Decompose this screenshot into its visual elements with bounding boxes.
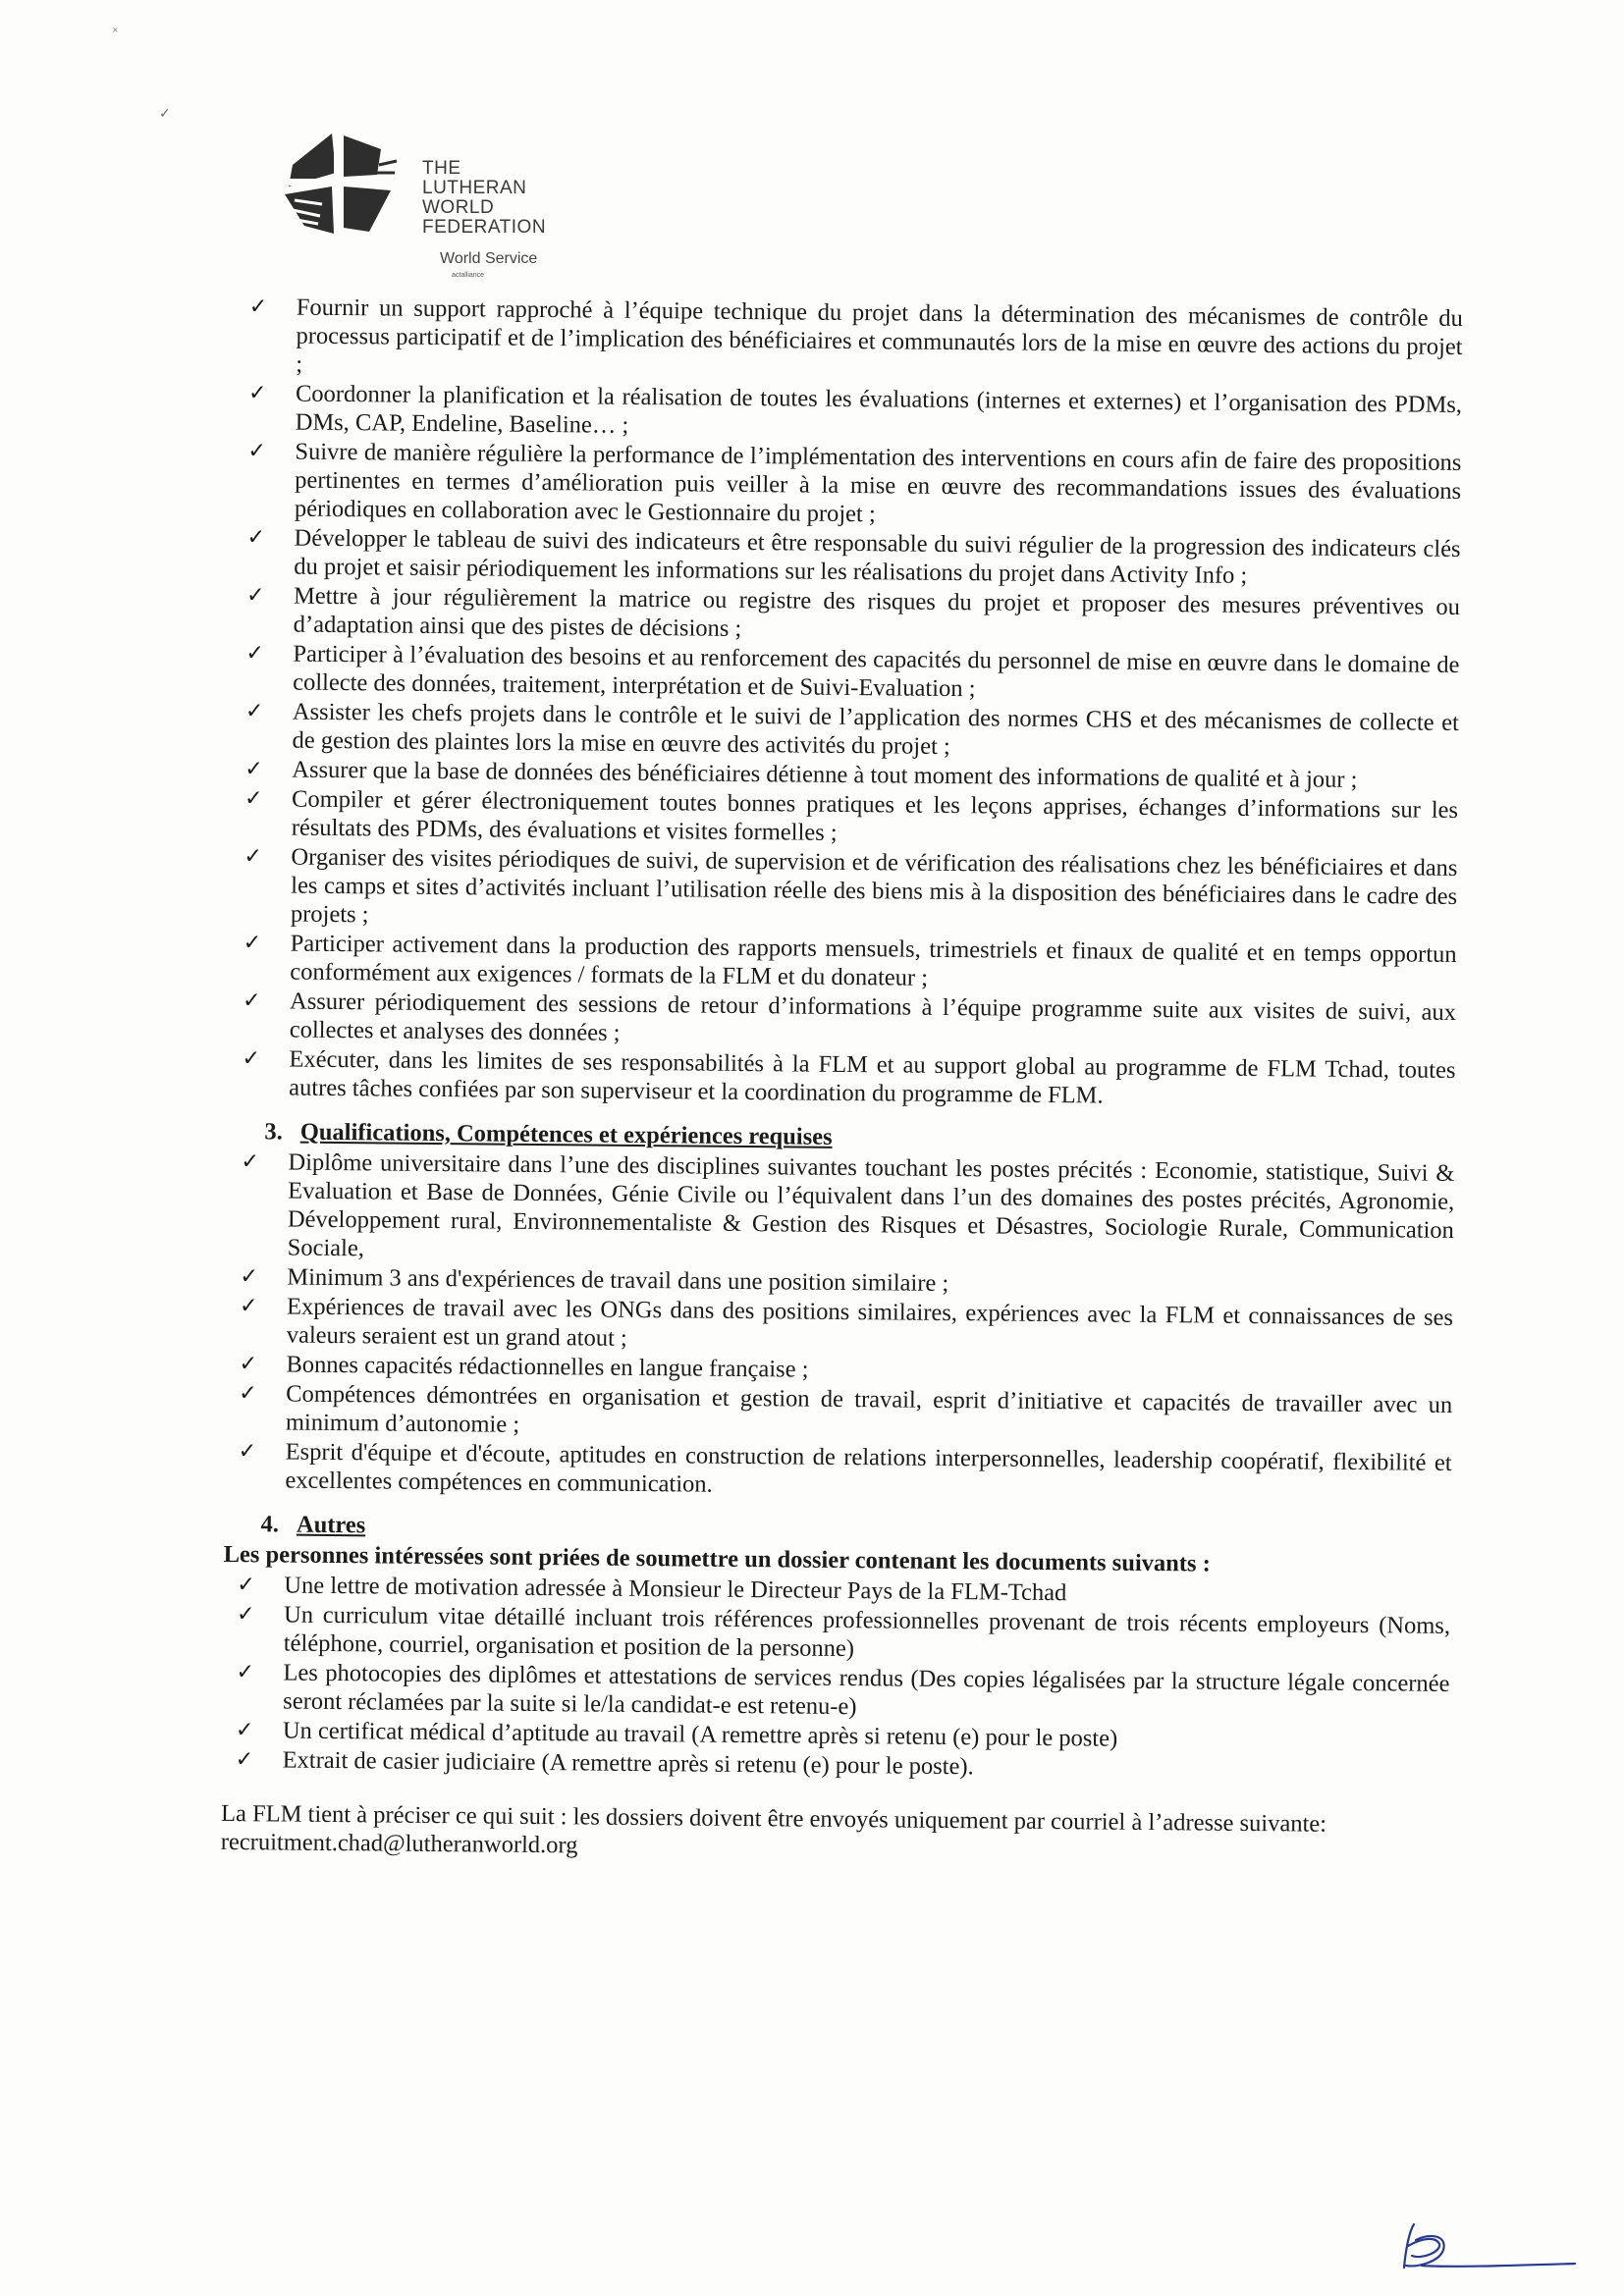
checkmark-icon: ✓ — [245, 583, 265, 609]
scan-mark: ✓ — [159, 106, 171, 122]
list-item: ✓ Expériences de travail avec les ONGs dans des positions similaires, expériences avec la FLM et connaissances de ses valeurs seraient est un grand atout ; — [239, 1293, 1454, 1352]
closing-text: La FLM tient à préciser ce qui suit : les dossiers doivent être envoyés uniquement par courriel à l’adresse suivante: — [220, 1799, 1327, 1838]
list-item: ✓ Assurer périodiquement des sessions de retour d’informations à l’équipe programme suite aux visites de suivi, aux collectes et analyses des données ; — [242, 988, 1457, 1046]
documents-list — [222, 1571, 1451, 1786]
list-item: ✓ Organiser des visites périodiques de suivi, de supervision et de vérification des réalisations chez les bénéficiaires et dans les camps et sites d’activités incluant l’utilisation réelle des biens mis à la disposition des bénéficiaires dans le cadre des projets ; — [244, 843, 1458, 929]
logo-subtitle: World Service — [440, 250, 538, 267]
checkmark-icon: ✓ — [237, 1573, 255, 1598]
list-item: ✓ Un certificat médical d’aptitude au travail (A remettre après si retenu (e) pour le poste) — [235, 1717, 1118, 1752]
checkmark-icon: ✓ — [236, 1660, 255, 1685]
checkmark-icon: ✓ — [238, 1439, 257, 1465]
checkmark-icon: ✓ — [248, 294, 268, 320]
checkmark-icon: ✓ — [245, 641, 265, 667]
list-item: ✓ Assurer que la base de données des bénéficiaires détienne à tout moment des informations de qualité et à jour ; — [244, 756, 1358, 793]
list-item: ✓ Un curriculum vitae détaillé incluant trois références professionnelles provenant de trois récents employeurs (Noms, téléphone, courriel, organisation et position de la personne) — [236, 1601, 1451, 1663]
section-title: Qualifications, Compétences et expériences requises — [299, 1118, 833, 1150]
scan-dot: × — [112, 26, 119, 34]
checkmark-icon: ✓ — [244, 757, 263, 782]
list-item: ✓ Mettre à jour régulièrement la matrice ou registre des risques du projet et proposer des mesures préventives ou d’adaptation ainsi que des pistes de décisions ; — [245, 582, 1461, 642]
list-item: ✓ Extrait de casier judiciaire (A remettre après si retenu (e) pour le poste). — [235, 1746, 974, 1781]
list-item: ✓ Exécuter, dans les limites de ses responsabilités à la FLM et au support global au programme de FLM Tchad, toutes autres tâches confiées par son superviseur et la coordination du programme de FLM. — [242, 1045, 1456, 1109]
list-item: ✓ Assister les chefs projets dans le contrôle et le suivi de l’application des normes CHS et des mécanismes de collecte et de gestion des plaintes lors la mise en œuvre des activités du projet ; — [244, 698, 1459, 761]
list-item: ✓ Bonnes capacités rédactionnelles en langue française ; — [239, 1351, 809, 1383]
closing-note — [221, 1799, 1448, 1868]
list-item: ✓ Une lettre de motivation adressée à Monsieur le Directeur Pays de la FLM-Tchad — [237, 1572, 1067, 1607]
checkmark-icon: ✓ — [244, 844, 263, 870]
list-item: ✓ Esprit d'équipe et d'écoute, aptitudes en construction de relations interpersonnelles, leadership coopératif, flexibilité et excellentes compétences en communication. — [238, 1438, 1452, 1498]
section-number: 3. — [264, 1118, 283, 1146]
responsibilities-list — [228, 293, 1463, 1113]
logo-wordmark: THE LUTHERAN WORLD FEDERATION — [422, 158, 547, 238]
checkmark-icon: ✓ — [242, 988, 261, 1014]
list-item: ✓ Minimum 3 ans d'expériences de travail dans une position similaire ; — [240, 1263, 949, 1298]
checkmark-icon: ✓ — [241, 1149, 260, 1175]
checkmark-icon: ✓ — [239, 1294, 258, 1319]
contact-email: recruitment.chad@lutheranworld.org — [220, 1828, 578, 1859]
list-item: ✓ Participer à l’évaluation des besoins et au renforcement des capacités du personnel de mise en œuvre dans le domaine de collecte des données, traitement, interprétation et de Suivi-Evaluation ; — [245, 640, 1460, 703]
list-item: ✓ Compétences démontrées en organisation et gestion de travail, esprit d’initiative et capacités de travailler avec un minimum d’autonomie ; — [239, 1380, 1453, 1438]
list-item: ✓ Fournir un support rapproché à l’équipe technique du projet dans la détermination des mécanismes de contrôle du processus participatif et de l’implication des bénéficiaires et communautés lors de la mise en œuvre des actions du projet ; — [248, 294, 1463, 378]
lwf-hands-cross-icon — [275, 126, 401, 241]
checkmark-icon: ✓ — [246, 525, 266, 551]
checkmark-icon: ✓ — [243, 931, 262, 956]
checkmark-icon: ✓ — [239, 1352, 258, 1377]
checkmark-icon: ✓ — [247, 439, 267, 464]
list-item: ✓ Compiler et gérer électroniquement toutes bonnes pratiques et les leçons apprises, échanges d’informations sur les résultats des PDMs, des évaluations et visites formelles ; — [244, 785, 1459, 846]
checkmark-icon: ✓ — [235, 1718, 254, 1743]
checkmark-icon: ✓ — [235, 1747, 254, 1773]
checkmark-icon: ✓ — [236, 1602, 255, 1628]
list-item: ✓ Coordonner la planification et la réalisation de toutes les évaluations (internes et externes) et l’organisation des PDMs, DMs, CAP, Endeline, Baseline… ; — [247, 380, 1463, 439]
section-number: 4. — [260, 1511, 280, 1538]
checkmark-icon: ✓ — [244, 699, 264, 724]
logo-tagline: actalliance — [452, 272, 485, 279]
checkmark-icon: ✓ — [242, 1046, 261, 1072]
section-title: Autres — [296, 1511, 366, 1539]
checkmark-icon: ✓ — [244, 786, 263, 812]
checkmark-icon: ✓ — [239, 1381, 257, 1407]
document-body — [221, 293, 1463, 1868]
checkmark-icon: ✓ — [247, 381, 267, 406]
list-item: ✓ Les photocopies des diplômes et attestations de services rendus (Des copies légalisées par la structure légale concernée seront réclamées par la suite si le/la candidat-e est retenu-e) — [236, 1659, 1450, 1721]
lwf-logo — [275, 126, 589, 297]
list-item: ✓ Participer activement dans la production des rapports mensuels, trimestriels et finaux de qualité et en temps opportun conformément aux exigences / formats de la FLM et du donateur ; — [243, 930, 1457, 991]
list-item: ✓ Diplôme universitaire dans l’une des disciplines suivantes touchant les postes précités : Economie, statistique, Suivi & Evaluation et Base de Données, Génie Civile ou l’équivalent dans l’un des domaines des postes précités, Agronomie, Développement rural, Environnementaliste & Gestion des Risques et Désastres, Sociologie Rurale, Communication Sociale, — [241, 1148, 1455, 1262]
list-item: ✓ Suivre de manière régulière la performance de l’implémentation des interventions en cours afin de faire des propositions pertinentes en termes d’amélioration puis veiller à la mise en œuvre des recommandations issues des évaluations périodiques en collaboration avec le Gestionnaire du projet ; — [247, 438, 1462, 528]
handwritten-initials — [1392, 2216, 1579, 2275]
checkmark-icon: ✓ — [240, 1264, 258, 1290]
list-item: ✓ Développer le tableau de suivi des indicateurs et être responsable du suivi régulier de la progression des indicateurs clés du projet et saisir périodiquement les informations sur les réalisations du projet dans Activity Info ; — [246, 524, 1461, 589]
application-intro: Les personnes intéressées sont priées de soumettre un dossier contenant les documents suivants : — [223, 1540, 1211, 1577]
qualifications-list — [224, 1148, 1454, 1506]
